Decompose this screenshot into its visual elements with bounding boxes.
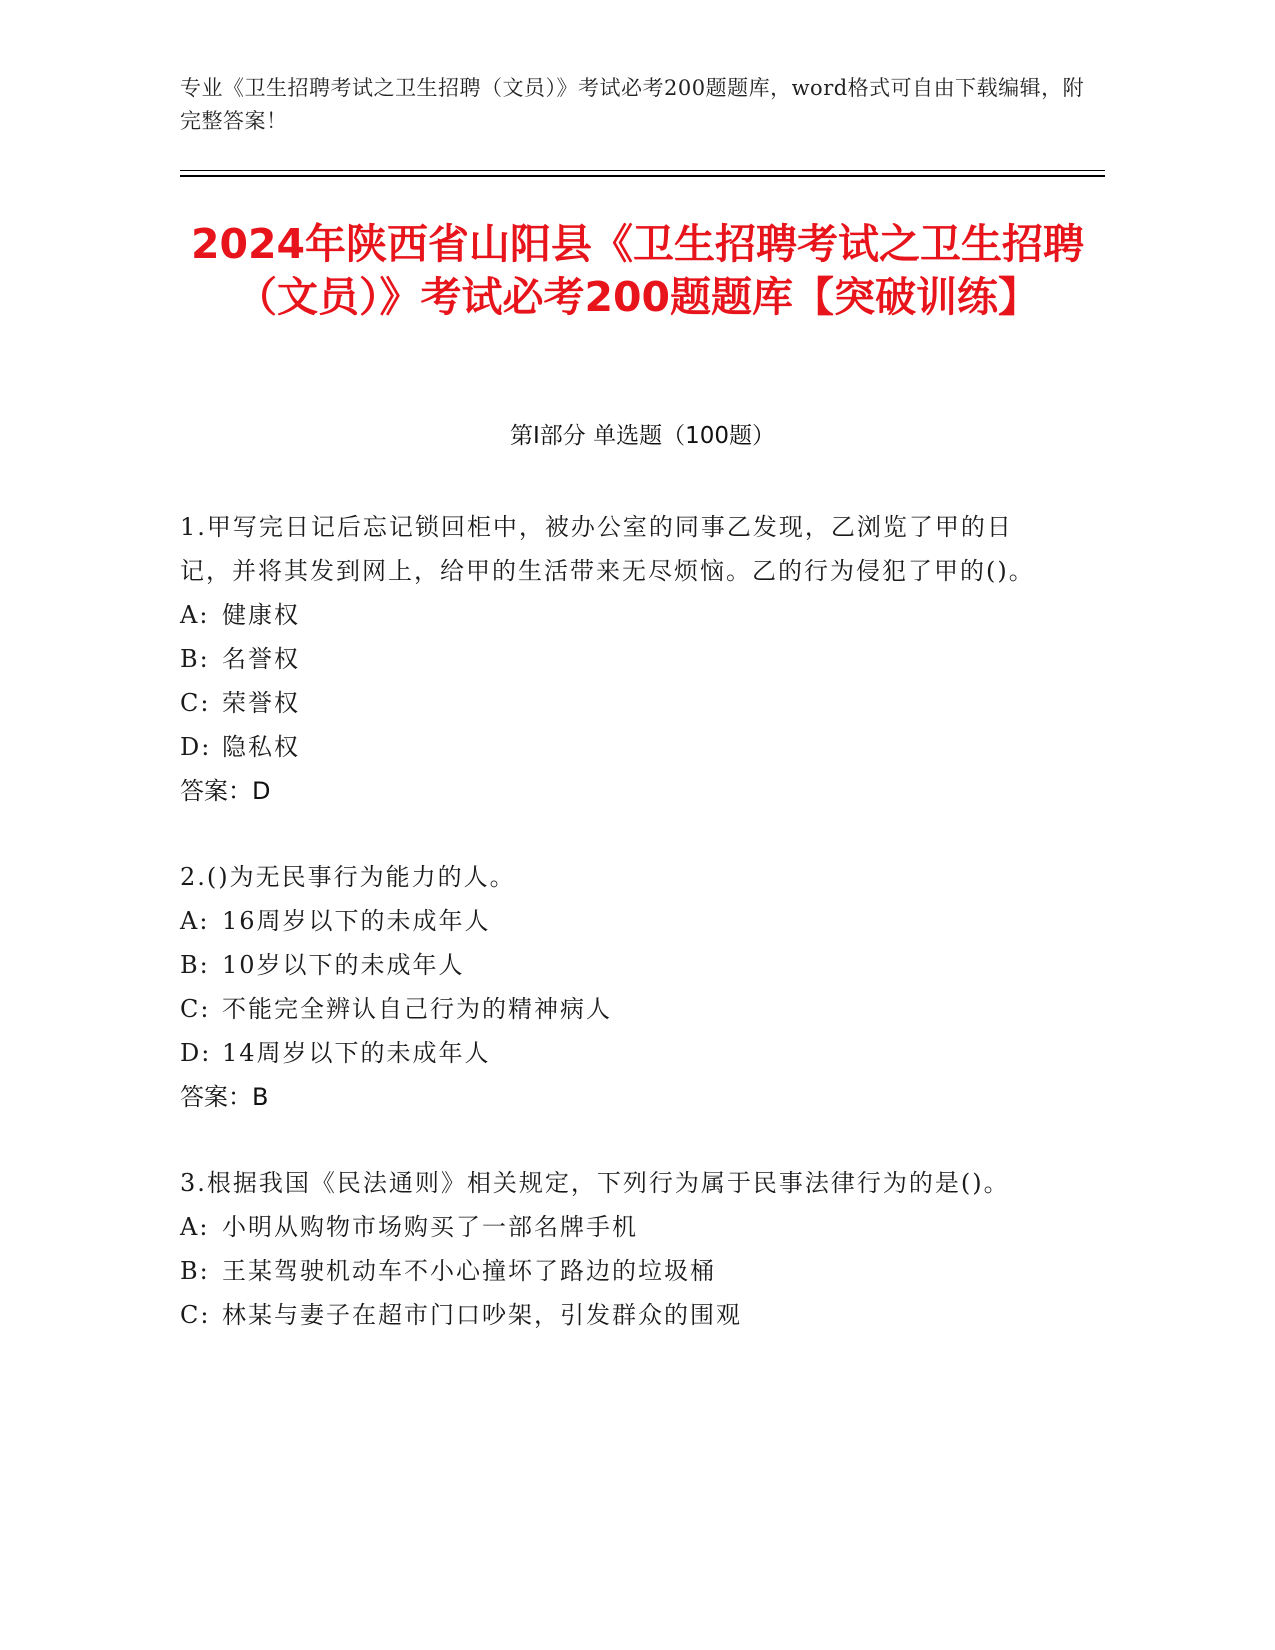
option-c: [180, 1293, 1040, 1337]
question-answer: 答案：B: [180, 1083, 269, 1111]
option-c: [180, 681, 1040, 725]
option-key: B:: [180, 951, 210, 979]
option-text: 荣誉权: [222, 689, 300, 717]
option-text: 14周岁以下的未成年人: [222, 1039, 491, 1067]
option-text: 不能完全辨认自己行为的精神病人: [222, 995, 612, 1023]
option-key: A:: [180, 601, 210, 629]
option-d: [180, 725, 1040, 769]
option-d: [180, 1031, 1040, 1075]
option-text: 健康权: [222, 601, 300, 629]
option-text: 16周岁以下的未成年人: [222, 907, 491, 935]
option-text: 隐私权: [222, 733, 300, 761]
option-key: A:: [180, 1213, 210, 1241]
option-a: [180, 1205, 1040, 1249]
question-answer: 答案：D: [180, 777, 271, 805]
document-title: 2024年陕西省山阳县《卫生招聘考试之卫生招聘（文员）》考试必考200题题库【突破训练】: [190, 220, 1085, 321]
option-key: C:: [180, 689, 211, 717]
option-key: D:: [180, 733, 212, 761]
question-2: [180, 855, 1040, 1119]
header-note: 专业《卫生招聘考试之卫生招聘（文员）》考试必考200题题库，word格式可自由下载编辑，附完整答案！: [180, 76, 1085, 133]
option-b: [180, 637, 1040, 681]
option-text: 10岁以下的未成年人: [222, 951, 465, 979]
section-heading: 第I部分 单选题（100题）: [510, 423, 775, 449]
option-key: B:: [180, 645, 210, 673]
option-text: 王某驾驶机动车不小心撞坏了路边的垃圾桶: [222, 1257, 716, 1285]
question-1: [180, 505, 1040, 813]
question-stem: 2.()为无民事行为能力的人。: [180, 863, 516, 891]
option-key: C:: [180, 995, 211, 1023]
option-c: [180, 987, 1040, 1031]
option-a: [180, 593, 1040, 637]
option-key: C:: [180, 1301, 211, 1329]
option-key: B:: [180, 1257, 210, 1285]
header-divider-thick: [180, 175, 1105, 177]
option-key: D:: [180, 1039, 212, 1067]
option-text: 名誉权: [222, 645, 300, 673]
option-text: 林某与妻子在超市门口吵架，引发群众的围观: [222, 1301, 742, 1329]
option-key: A:: [180, 907, 210, 935]
question-stem: 1.甲写完日记后忘记锁回柜中，被办公室的同事乙发现，乙浏览了甲的日记，并将其发到网上，给甲的生活带来无尽烦恼。乙的行为侵犯了甲的()。: [180, 513, 1035, 585]
header-divider-thin: [180, 170, 1105, 171]
option-a: [180, 899, 1040, 943]
option-text: 小明从购物市场购买了一部名牌手机: [222, 1213, 638, 1241]
question-3: [180, 1161, 1040, 1337]
option-b: [180, 1249, 1040, 1293]
option-b: [180, 943, 1040, 987]
question-list: [180, 505, 1040, 1379]
question-stem: 3.根据我国《民法通则》相关规定，下列行为属于民事法律行为的是()。: [180, 1169, 1010, 1197]
